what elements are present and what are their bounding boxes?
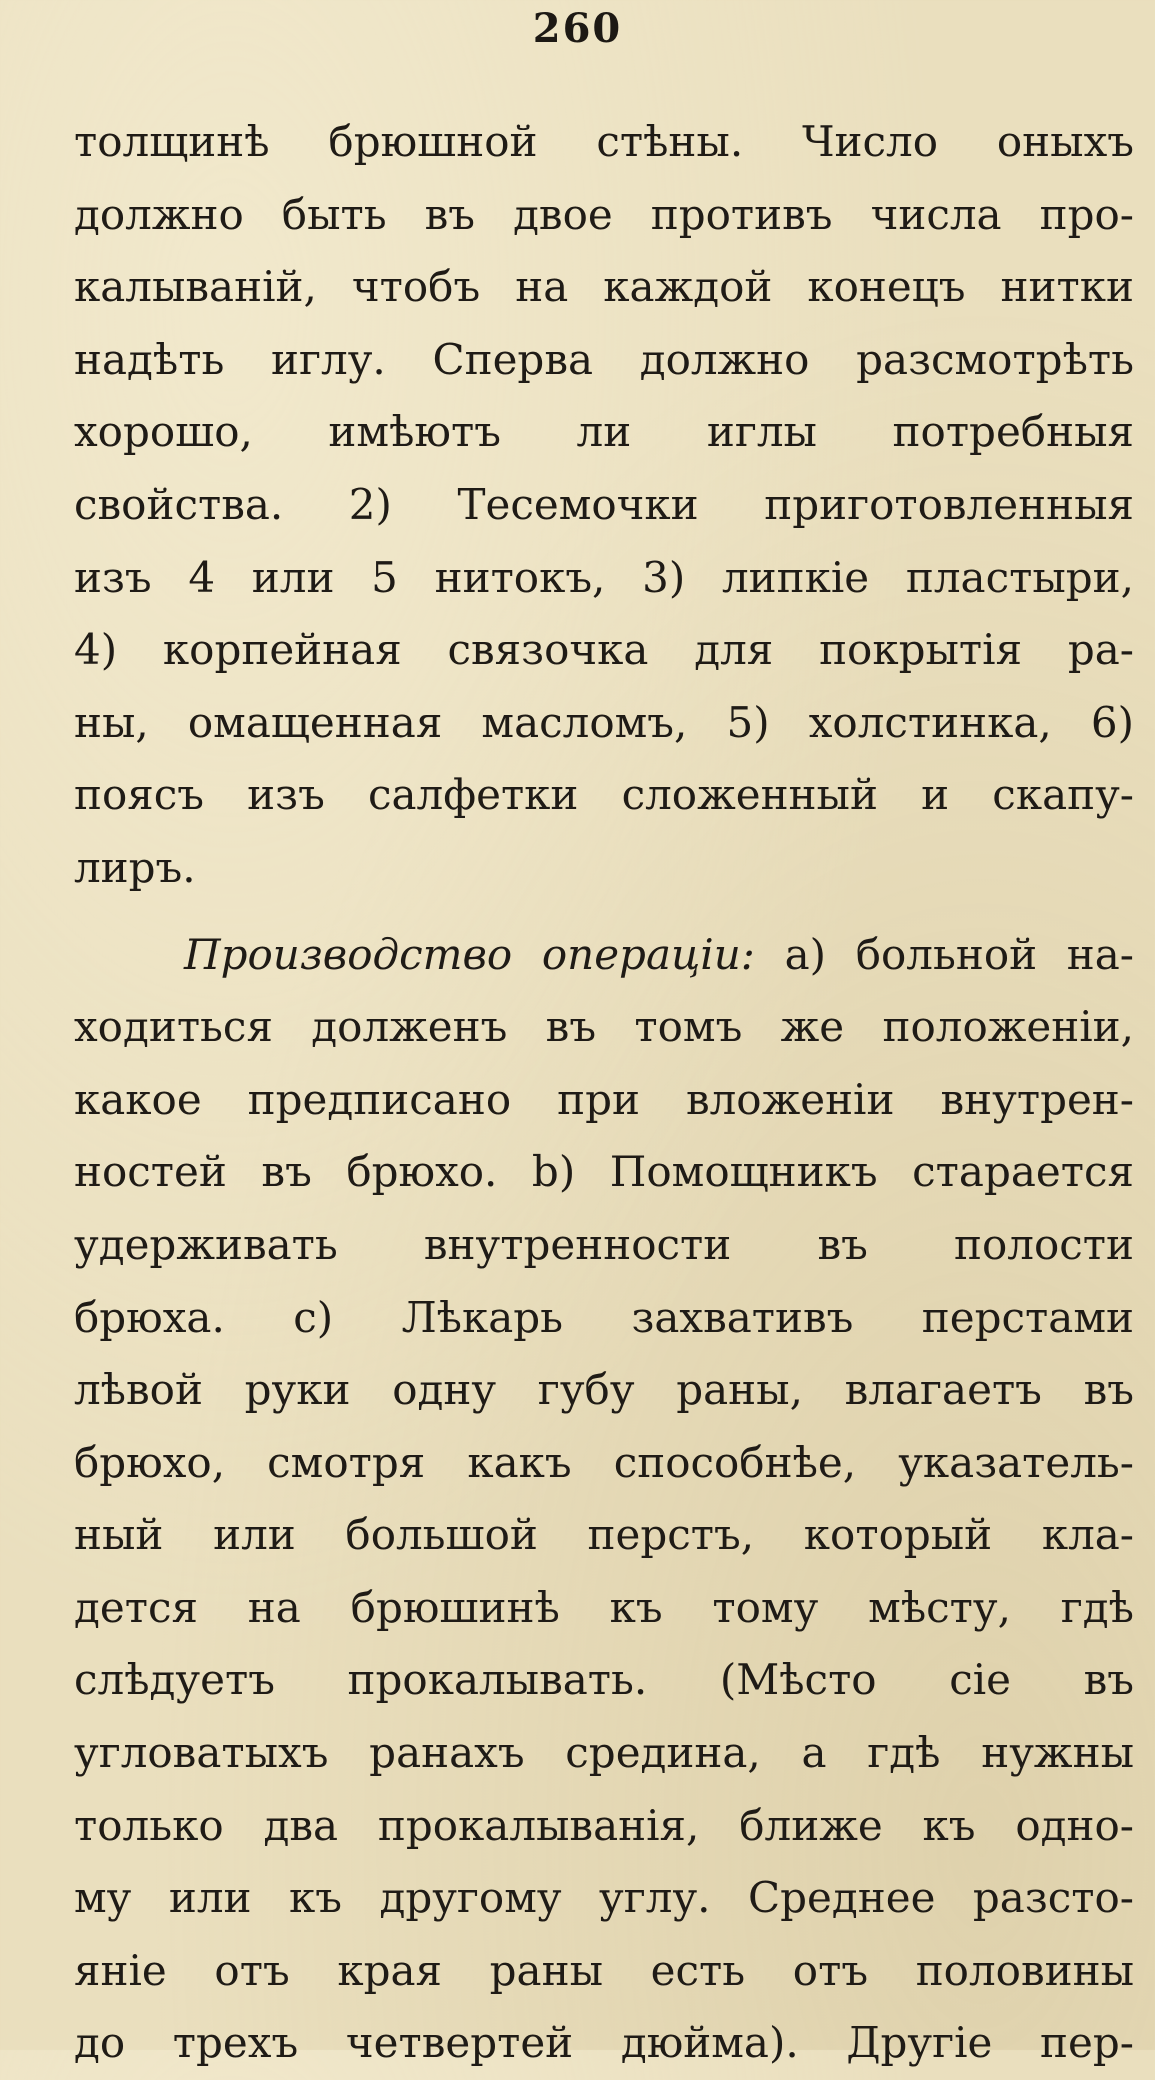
text-line: свойства. 2) Тесемочки приготовленныя — [74, 479, 1134, 529]
text-line: ны, омащенная масломъ, 5) холстинка, 6) — [74, 697, 1134, 747]
text-line: ходиться долженъ въ томъ же положеніи, — [74, 1002, 1134, 1052]
first-line-text: а) больной на- — [754, 929, 1134, 979]
text-line: 4) корпейная связочка для покрытія ра- — [74, 625, 1134, 675]
text-line: толщинѣ брюшной стѣны. Число оныхъ — [74, 117, 1134, 166]
paragraph-gap — [74, 905, 1134, 919]
text-line: лѣвой руки одну губу раны, влагаетъ въ — [74, 1365, 1134, 1415]
paragraph-1 — [74, 106, 1134, 905]
italic-heading: Производство операціи: — [184, 929, 755, 979]
text-line: изъ 4 или 5 нитокъ, 3) липкіе пластыри, — [74, 552, 1134, 602]
text-line: му или къ другому углу. Среднее разсто- — [74, 1873, 1134, 1923]
text-line: лиръ. — [74, 842, 196, 892]
text-line: ностей въ брюхо. b) Помощникъ старается — [74, 1147, 1134, 1197]
text-line: какое предписано при вложеніи внутрен- — [74, 1074, 1134, 1124]
text-line: до трехъ четвертей дюйма). Другіе пер- — [74, 2018, 1134, 2068]
text-line: яніе отъ края раны есть отъ половины — [74, 1945, 1134, 1995]
text-line: ный или большой перстъ, который кла- — [74, 1510, 1134, 1560]
text-line: должно быть въ двое противъ числа про- — [74, 189, 1134, 239]
paragraph-2 — [74, 919, 1134, 2080]
body-text — [74, 106, 1134, 2080]
text-line-first — [74, 919, 1134, 992]
text-line: калываній, чтобъ на каждой конецъ нитки — [74, 262, 1134, 312]
text-line: дется на брюшинѣ къ тому мѣсту, гдѣ — [74, 1582, 1134, 1632]
page-number: 260 — [532, 5, 623, 52]
text-line: только два прокалыванія, ближе къ одно- — [74, 1800, 1134, 1850]
text-line: брюха. c) Лѣкарь захвативъ перстами — [74, 1292, 1134, 1342]
text-line: поясъ изъ салфетки сложенный и скапу- — [74, 770, 1134, 820]
text-line: надѣть иглу. Сперва должно разсмотрѣть — [74, 334, 1134, 384]
text-line: брюхо, смотря какъ способнѣе, указатель- — [74, 1437, 1134, 1487]
text-line: слѣдуетъ прокалывать. (Мѣсто сіе въ — [74, 1655, 1134, 1705]
text-line: удерживать внутренности въ полости — [74, 1219, 1134, 1269]
text-line: хорошо, имѣютъ ли иглы потребныя — [74, 407, 1134, 457]
text-line: угловатыхъ ранахъ средина, а гдѣ нужны — [74, 1728, 1134, 1778]
